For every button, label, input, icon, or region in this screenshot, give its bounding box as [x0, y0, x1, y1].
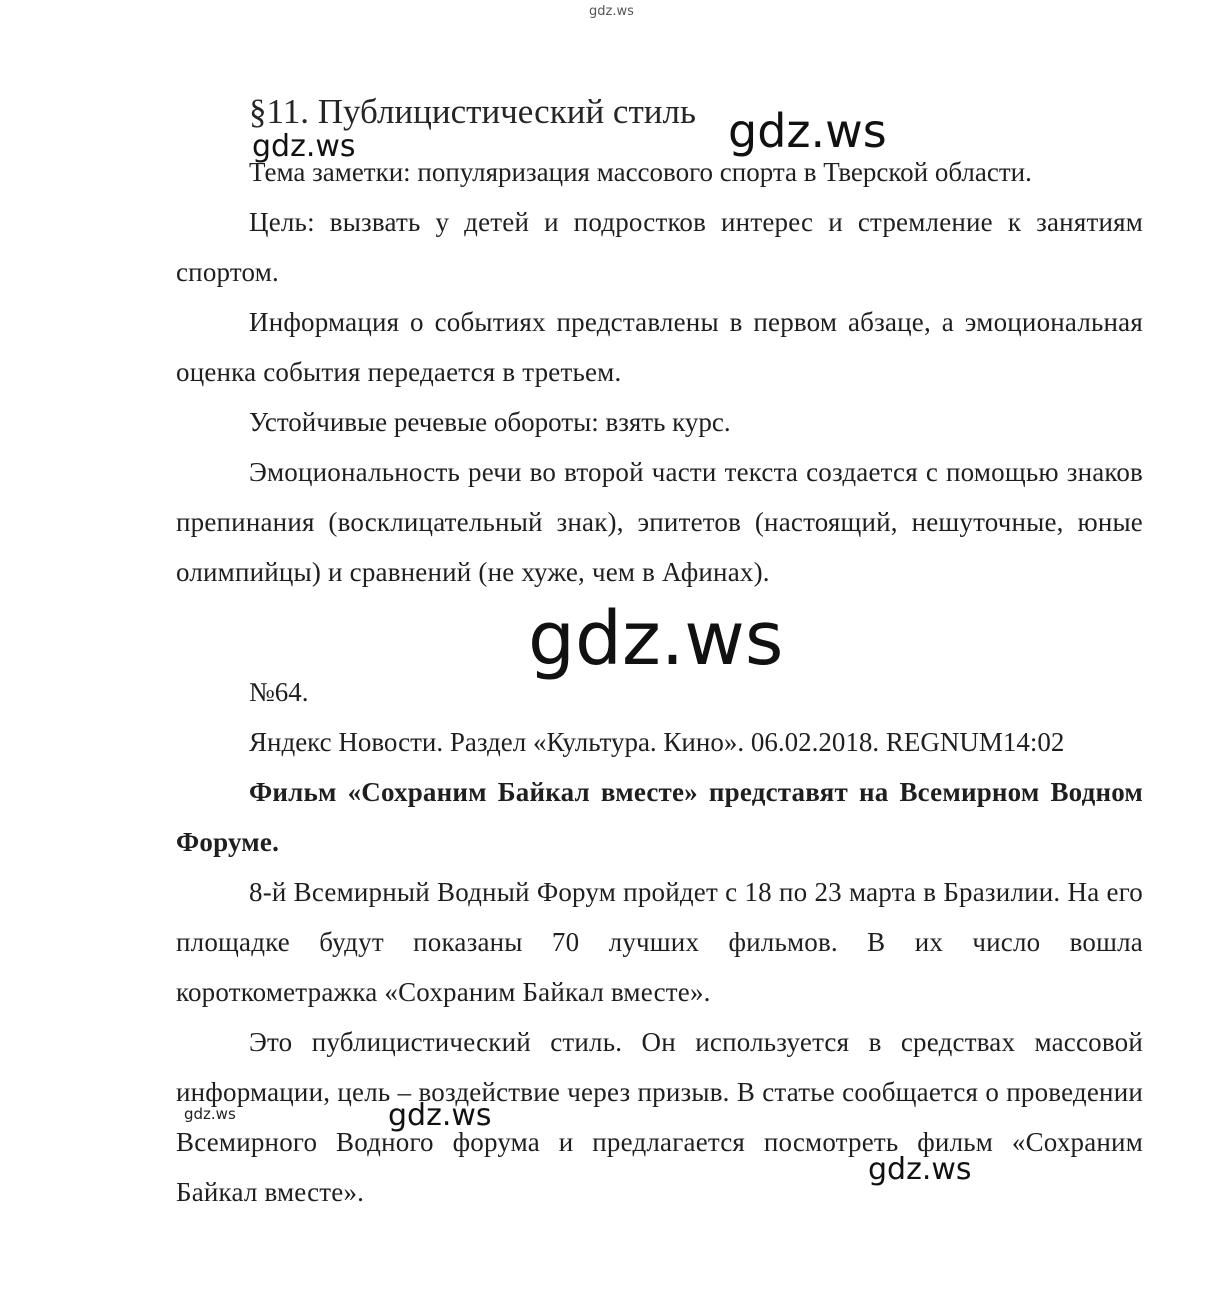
topic-paragraph: Тема заметки: популяризация массового спорта в Тверской области.: [249, 157, 1032, 187]
watermark-center: gdz.ws: [528, 596, 784, 682]
watermark-top: gdz.ws: [589, 4, 634, 19]
exercise-number: №64.: [249, 677, 309, 707]
goal-paragraph: Цель: вызвать у детей и подростков интерес и стремление к занятиям спортом.: [176, 207, 1143, 287]
watermark-bottom-right: gdz.ws: [868, 1152, 972, 1187]
information-paragraph: Информация о событиях представлены в первом абзаце, а эмоциональная оценка события передается в третьем.: [176, 307, 1143, 387]
section-heading: §11. Публицистический стиль: [249, 92, 696, 131]
news-source: Яндекс Новости. Раздел «Культура. Кино». 06.02.2018. REGNUM14:02: [249, 727, 1065, 757]
news-headline: Фильм «Сохраним Байкал вместе» представят на Всемирном Водном Форуме.: [176, 777, 1143, 857]
watermark-lower-small: gdz.ws: [184, 1105, 236, 1123]
news-text: 8-й Всемирный Водный Форум пройдет с 18 по 23 марта в Бразилии. На его площадке будут показаны 70 лучших фильмов. В их число вошла короткометражка «Сохраним Байкал вместе».: [176, 877, 1143, 1007]
emotionality-paragraph: Эмоциональность речи во второй части текста создается с помощью знаков препинания (восклицательный знак), эпитетов (настоящий, нешуточные, юные олимпийцы) и сравнений (не хуже, чем в Афинах).: [176, 457, 1143, 587]
watermark-lower-medium: gdz.ws: [388, 1098, 492, 1133]
analysis-paragraph: Это публицистический стиль. Он используется в средствах массовой информации, цель – воздействие через призыв. В статье сообщается о проведении Всемирного Водного форума и предлагается посмотреть фильм «Сохраним Байкал вместе».: [176, 1027, 1143, 1207]
phrases-paragraph: Устойчивые речевые обороты: взять курс.: [249, 407, 731, 437]
watermark-heading-below: gdz.ws: [252, 129, 356, 164]
watermark-heading-right: gdz.ws: [728, 104, 887, 158]
